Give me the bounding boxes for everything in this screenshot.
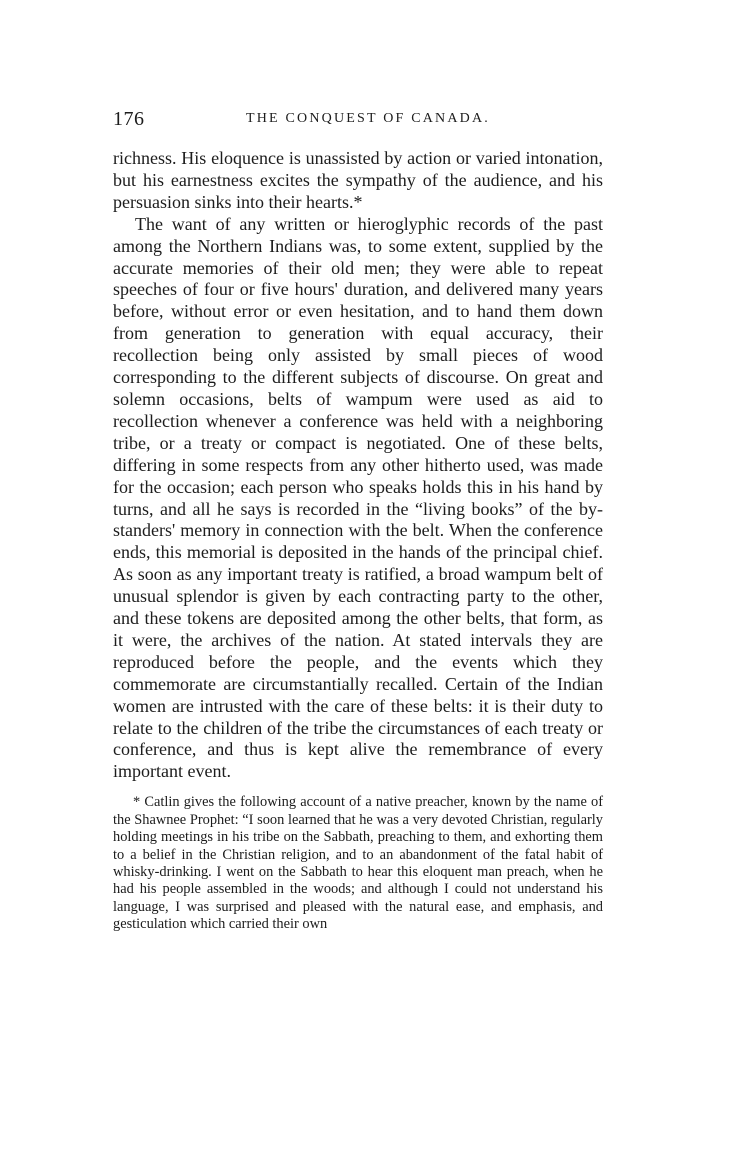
footnote: * Catlin gives the following account of a native preacher, known by the name of the Shawnee Prophet: “I soon learned that he was a very devoted Christian, regularly holding meetings in his tribe on the Sabbath, preaching to them, and exhorting them to a belief in the Christian religion, and to an abandonment of the fatal habit of whisky-drinking. I went on the Sabbath to hear this eloquent man preach, when he had his people assembled in the woods; and although I could not understand his language, I was surprised and pleased with the natural ease, and emphasis, and gesticulation which carried their own <box>113 794 603 933</box>
body-text <box>113 148 603 783</box>
running-title: THE CONQUEST OF CANADA. <box>245 111 491 126</box>
running-head <box>113 108 603 136</box>
book-page <box>113 108 603 948</box>
page-number: 176 <box>113 108 145 130</box>
paragraph-wampum-records: The want of any written or hieroglyphic records of the past among the Northern Indians was, to some extent, supplied by the accurate memories of their old men; they were able to repeat speeches of four or five hours' duration, and delivered many years before, without error or even hesitation, and to hand them down from generation to generation with equal accuracy, their recollection being only assisted by small pieces of wood corresponding to the different subjects of discourse. On great and solemn occasions, belts of wampum were used as aid to recollection whenever a conference was held with a neighboring tribe, or a treaty or compact is negotiated. One of these belts, differing in some respects from any other hitherto used, was made for the occasion; each person who speaks holds this in his hand by turns, and all he says is recorded in the “living books” of the by-standers' memory in connection with the belt. When the conference ends, this memorial is deposited in the hands of the principal chief. As soon as any important treaty is ratified, a broad wampum belt of unusual splendor is given by each contracting party to the other, and these tokens are deposited among the other belts, that form, as it were, the archives of the nation. At stated intervals they are reproduced before the people, and the events which they commemorate are circumstantially recalled. Certain of the Indian women are intrusted with the care of these belts: it is their duty to relate to the children of the tribe the circumstances of each treaty or conference, and thus is kept alive the remembrance of every important event. <box>113 213 603 782</box>
paragraph-continued: richness. His eloquence is unassisted by action or varied intonation, but his earnestness excites the sympathy of the audience, and his persuasion sinks into their hearts.* <box>113 148 603 212</box>
